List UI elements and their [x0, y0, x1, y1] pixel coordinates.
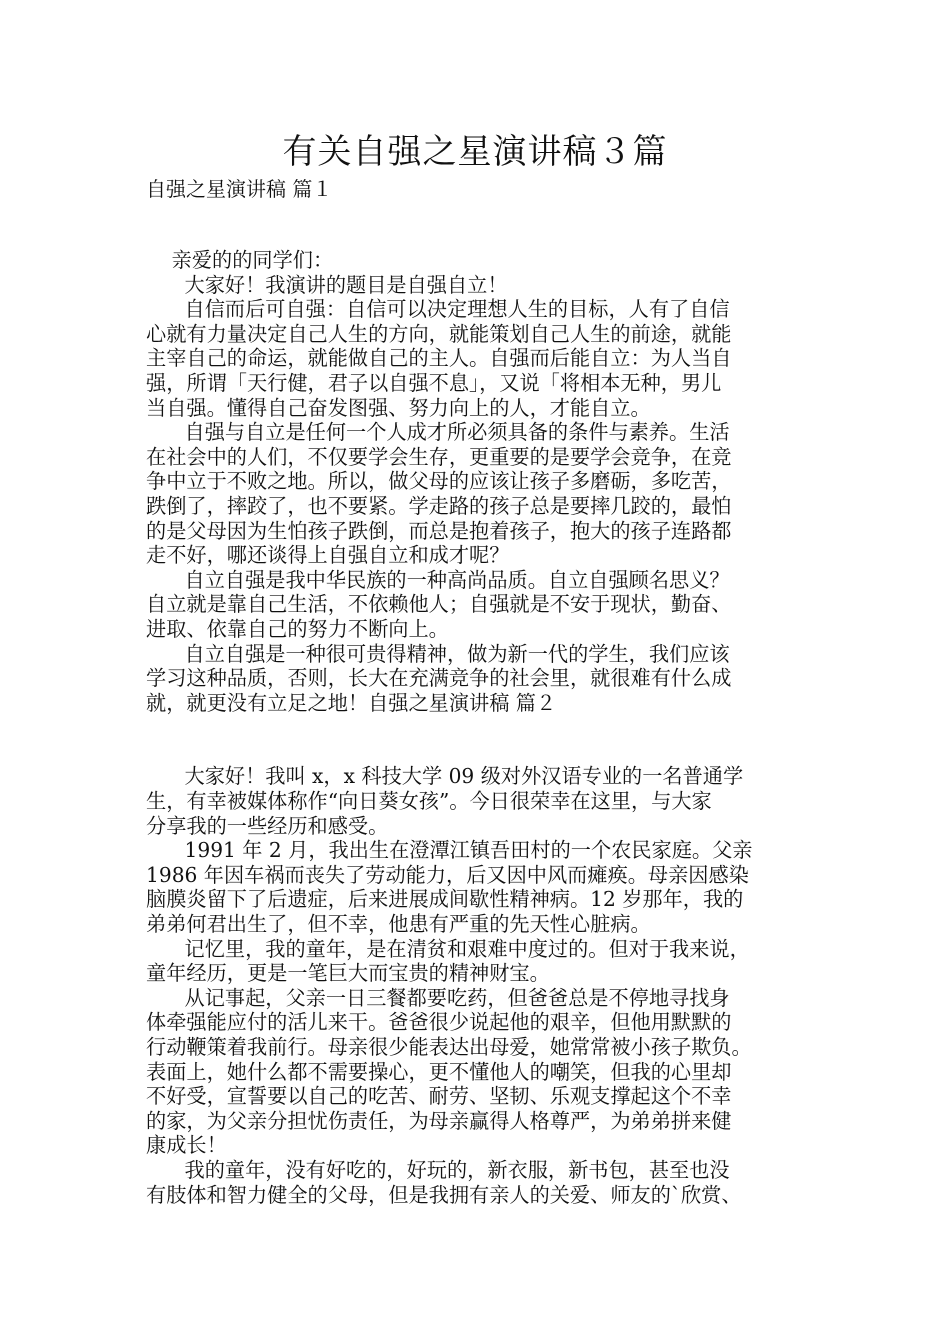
text-line: 心就有力量决定自己人生的方向，就能策划自己人生的前途，就能	[146, 321, 732, 346]
text-line: 表面上，她什么都不需要操心，更不懂他人的嘲笑，但我的心里却	[146, 1059, 732, 1084]
text-line: 大家好！我叫 x，x 科技大学 09 级对外汉语专业的一名普通学	[146, 764, 744, 789]
text-line: 1986 年因车祸而丧失了劳动能力，后又因中风而瘫痪。母亲因感染	[146, 862, 749, 887]
body-part-2	[146, 764, 814, 1207]
text-line: 大家好！我演讲的题目是自强自立！	[146, 272, 508, 297]
text-line: 强，所谓「天行健，君子以自强不息」，又说「将相本无种，男儿	[146, 370, 722, 395]
paragraph-gap	[146, 715, 814, 764]
text-line: 亲爱的的同学们：	[146, 248, 334, 272]
section-heading: 自强之星演讲稿 篇１	[146, 177, 333, 201]
text-line: 主宰自己的命运，就能做自己的主人。自强而后能自立：为人当自	[146, 346, 732, 371]
text-line: 生，有幸被媒体称作“向日葵女孩”。今日很荣幸在这里，与大家	[146, 789, 712, 814]
text-line: 1991 年 2 月，我出生在澄潭江镇吾田村的一个农民家庭。父亲	[146, 838, 753, 863]
text-line: 自立自强是一种很可贵得精神，做为新一代的学生，我们应该	[146, 641, 730, 666]
text-line: 康成长！	[146, 1133, 227, 1158]
text-line: 童年经历，更是一笔巨大而宝贵的精神财宝。	[146, 961, 550, 986]
body-part-1	[146, 248, 814, 715]
text-line: 弟弟何君出生了，但不幸，他患有严重的先天性心脏病。	[146, 912, 651, 937]
text-line: 自立自强是我中华民族的一种高尚品质。自立自强顾名思义？	[146, 567, 730, 592]
text-line: 的家，为父亲分担忧伤责任，为母亲赢得人格尊严，为弟弟拼来健	[146, 1108, 732, 1133]
text-line: 进取、依靠自己的努力不断向上。	[146, 616, 449, 641]
text-line: 体牵强能应付的活儿来干。爸爸很少说起他的艰辛，但他用默默的	[146, 1010, 732, 1035]
text-line: 跌倒了，摔跤了，也不要紧。学走路的孩子总是要摔几跤的，最怕	[146, 493, 732, 518]
text-line: 学习这种品质，否则，长大在充满竞争的社会里，就很难有什么成	[146, 666, 732, 691]
text-line: 走不好，哪还谈得上自强自立和成才呢？	[146, 543, 510, 568]
text-line: 有肢体和智力健全的父母，但是我拥有亲人的关爱、师友的`欣赏、	[146, 1182, 742, 1207]
text-line: 的是父母因为生怕孩子跌倒，而总是抱着孩子，抱大的孩子连路都	[146, 518, 732, 543]
document-title: 有关自强之星演讲稿３篇	[282, 132, 668, 172]
document-body	[146, 248, 814, 1207]
text-line: 当自强。懂得自己奋发图强、努力向上的人，才能自立。	[146, 395, 651, 420]
text-line: 自信而后可自强：自信可以决定理想人生的目标，人有了自信	[146, 297, 730, 322]
text-line: 就，就更没有立足之地！自强之星演讲稿 篇２	[146, 690, 557, 715]
text-line: 脑膜炎留下了后遗症，后来进展成间歇性精神病。12 岁那年，我的	[146, 887, 744, 912]
text-line: 自强与自立是任何一个人成才所必须具备的条件与素养。生活	[146, 420, 730, 445]
text-line: 争中立于不败之地。所以，做父母的应该让孩子多磨砺，多吃苦，	[146, 469, 732, 494]
text-line: 我的童年，没有好吃的，好玩的，新衣服，新书包，甚至也没	[146, 1157, 730, 1182]
text-line: 自立就是靠自己生活，不依赖他人；自强就是不安于现状，勤奋、	[146, 592, 732, 617]
text-line: 从记事起，父亲一日三餐都要吃药，但爸爸总是不停地寻找身	[146, 985, 730, 1010]
text-line: 在社会中的人们，不仅要学会生存，更重要的是要学会竞争，在竞	[146, 444, 732, 469]
text-line: 行动鞭策着我前行。母亲很少能表达出母爱，她常常被小孩子欺负。	[146, 1035, 752, 1059]
text-line: 分享我的一些经历和感受。	[146, 813, 389, 838]
text-line: 记忆里，我的童年，是在清贫和艰难中度过的。但对于我来说，	[146, 936, 750, 961]
text-line: 不好受，宣誓要以自己的吃苦、耐劳、坚韧、乐观支撑起这个不幸	[146, 1084, 732, 1109]
